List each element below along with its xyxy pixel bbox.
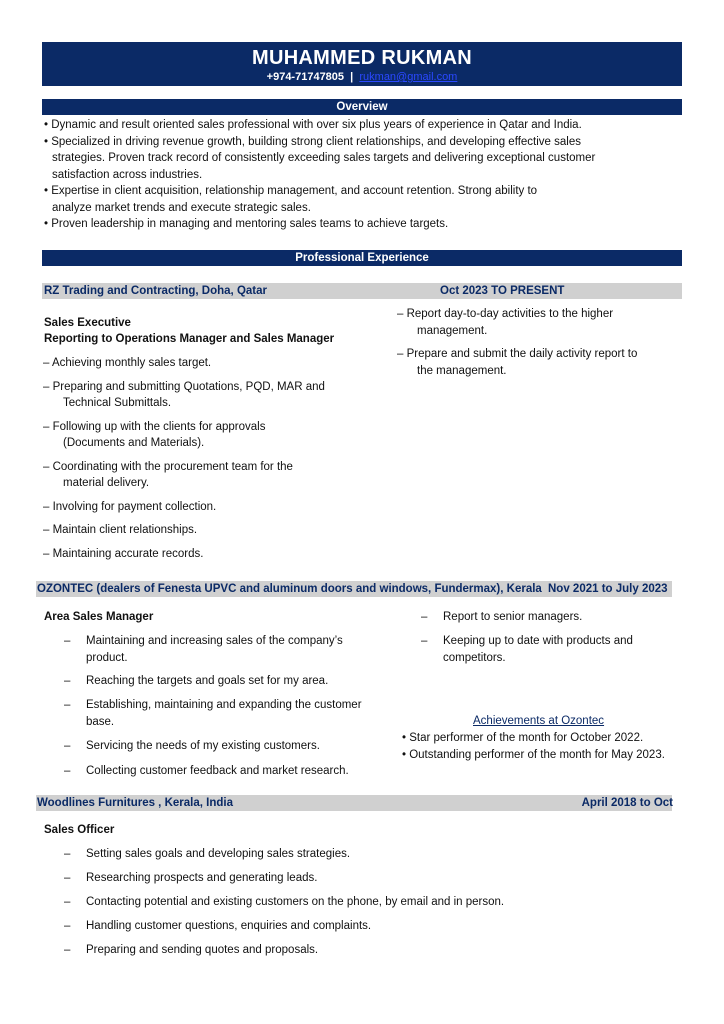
job1-role: Sales Executive xyxy=(44,317,131,329)
duty-line: Report to senior managers. xyxy=(443,611,583,623)
job2-header xyxy=(36,581,672,597)
duty-line: – Coordinating with the procurement team for the xyxy=(43,460,293,473)
job1-reporting: Reporting to Operations Manager and Sales Manager xyxy=(44,333,335,345)
duty-line: – Following up with the clients for approvals xyxy=(43,420,266,433)
dash-bullet: – xyxy=(421,611,428,623)
job1-company: RZ Trading and Contracting, Doha, Qatar xyxy=(44,285,267,297)
overview-heading: Overview xyxy=(42,99,682,115)
duty-line: – Report day-to-day activities to the higher xyxy=(397,308,614,320)
duty-line: – Achieving monthly sales target. xyxy=(43,357,212,369)
overview-item xyxy=(44,183,694,216)
duty-line: – Prepare and submit the daily activity report to xyxy=(397,348,638,360)
phone-number: +974-71747805 xyxy=(266,71,345,83)
dash-bullet: – xyxy=(64,920,71,932)
duty-item xyxy=(397,346,687,379)
duty-line: Contacting potential and existing customers on the phone, by email and in person. xyxy=(86,896,505,908)
candidate-name: MUHAMMED RUKMAN xyxy=(251,47,473,69)
achievement-item: • Star performer of the month for October 2022. xyxy=(402,732,644,744)
duty-line: (Documents and Materials). xyxy=(63,437,205,449)
job2-dates: Nov 2021 to July 2023 xyxy=(548,583,668,595)
experience-heading: Professional Experience xyxy=(42,250,682,266)
overview-line: • Dynamic and result oriented sales professional with over six plus years of experience in Qatar and India. xyxy=(44,119,582,131)
overview-item xyxy=(44,117,694,134)
duty-line: Maintaining and increasing sales of the company’s xyxy=(86,635,343,647)
duty-item xyxy=(43,459,373,492)
duty-line: the management. xyxy=(417,364,507,377)
overview-line: strategies. Proven track record of consistently exceeding sales targets and delivering exceptional customer xyxy=(52,152,596,164)
duty-line: Preparing and sending quotes and proposals. xyxy=(86,944,319,956)
duty-line: product. xyxy=(86,651,128,664)
duty-line: Setting sales goals and developing sales strategies. xyxy=(86,848,351,860)
duty-line: Reaching the targets and goals set for my area. xyxy=(86,675,329,687)
duty-item xyxy=(43,499,373,516)
job3-duties xyxy=(64,846,624,966)
dash-bullet: – xyxy=(64,896,71,908)
achievements-heading: Achievements at Ozontec xyxy=(473,715,605,727)
duty-line: Collecting customer feedback and market research. xyxy=(86,765,349,777)
job3-company: Woodlines Furnitures , Kerala, India xyxy=(37,797,233,809)
job3-role: Sales Officer xyxy=(44,824,115,836)
duty-line: Researching prospects and generating leads. xyxy=(86,872,318,884)
duty-line: – Involving for payment collection. xyxy=(43,500,217,513)
overview-line: • Expertise in client acquisition, relationship management, and account retention. Strong ability to xyxy=(44,185,538,197)
job3-dates: April 2018 to Oct xyxy=(581,797,673,809)
duty-line: material delivery. xyxy=(63,477,150,489)
job1-dates: Oct 2023 TO PRESENT xyxy=(440,285,565,297)
duty-line: competitors. xyxy=(443,651,506,664)
duty-line: Establishing, maintaining and expanding the customer xyxy=(86,699,362,711)
achievement-item: • Outstanding performer of the month for May 2023. xyxy=(402,748,665,761)
job2-duties-right xyxy=(421,609,691,669)
contact-separator: | xyxy=(350,71,354,83)
duty-line: – Maintaining accurate records. xyxy=(43,547,204,560)
contact-line xyxy=(42,70,682,84)
duty-item xyxy=(43,546,373,563)
dash-bullet: – xyxy=(64,740,71,752)
duty-item xyxy=(43,379,373,412)
email-link[interactable]: rukman@gmail.com xyxy=(359,71,458,83)
duty-line: base. xyxy=(86,715,115,728)
job2-company: OZONTEC (dealers of Fenesta UPVC and aluminum doors and windows, Fundermax), Kerala xyxy=(37,583,542,595)
duty-line: Servicing the needs of my existing customers. xyxy=(86,740,320,752)
duty-item xyxy=(43,522,373,539)
duty-line: Technical Submittals. xyxy=(63,397,172,409)
achievements-list xyxy=(402,730,702,763)
job1-duties-right xyxy=(397,306,687,386)
dash-bullet: – xyxy=(64,765,71,777)
resume-header xyxy=(42,42,682,86)
duty-line: – Preparing and submitting Quotations, PQD, MAR and xyxy=(43,380,325,393)
overview-line: • Specialized in driving revenue growth, building strong client relationships, and developing effective sales xyxy=(44,135,581,148)
overview-line: satisfaction across industries. xyxy=(52,168,203,181)
dash-bullet: – xyxy=(64,635,71,647)
duty-item xyxy=(397,306,687,339)
duty-line: Keeping up to date with products and xyxy=(443,635,633,647)
job1-duties-left xyxy=(43,355,373,569)
overview-item xyxy=(44,134,694,184)
duty-line: management. xyxy=(417,324,488,337)
job3-header xyxy=(36,795,672,811)
overview-line: analyze market trends and execute strategic sales. xyxy=(52,201,311,214)
dash-bullet: – xyxy=(64,675,71,687)
job1-header xyxy=(42,283,682,299)
dash-bullet: – xyxy=(64,699,71,711)
duty-line: – Maintain client relationships. xyxy=(43,524,198,536)
job2-duties-left xyxy=(64,633,394,783)
duty-item xyxy=(43,419,373,452)
dash-bullet: – xyxy=(421,635,428,647)
duty-item xyxy=(43,355,373,372)
overview-line: • Proven leadership in managing and mentoring sales teams to achieve targets. xyxy=(44,218,449,230)
overview-item xyxy=(44,216,694,233)
overview-list xyxy=(44,117,694,233)
dash-bullet: – xyxy=(64,848,71,860)
job2-role: Area Sales Manager xyxy=(44,611,154,623)
dash-bullet: – xyxy=(64,944,71,956)
duty-line: Handling customer questions, enquiries and complaints. xyxy=(86,920,372,932)
dash-bullet: – xyxy=(64,872,71,884)
